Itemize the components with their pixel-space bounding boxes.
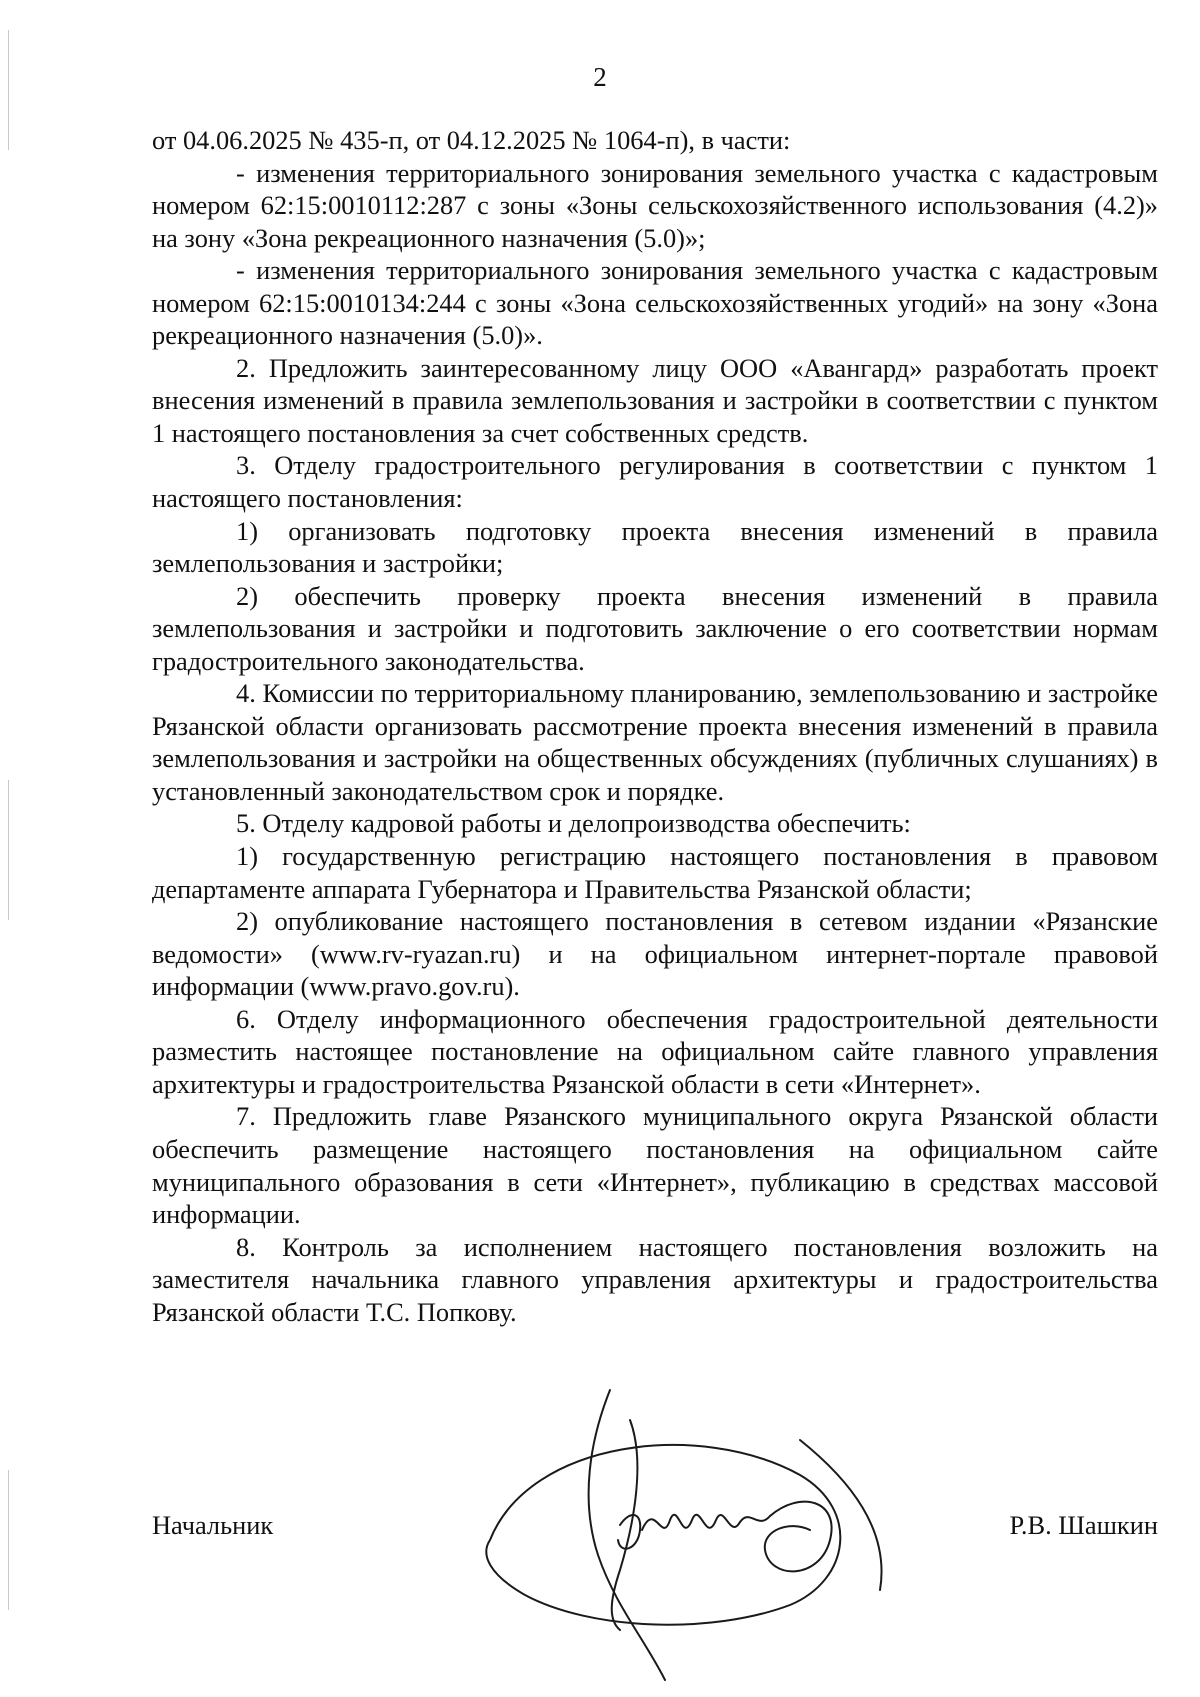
clause-5: 5. Отделу кадровой работы и делопроизводства обеспечить: (236, 808, 911, 839)
clause-2: 2. Предложить заинтересованному лицу ООО «Авангард» разработать проект внесения изменений в правила землепользования и застройки в соответствии с пунктом 1 настоящего постановления за счет собственных средств. (152, 352, 1158, 448)
signer-name: Р.В. Шашкин (1009, 1510, 1158, 1540)
clause-6: 6. Отделу информационного обеспечения градостроительной деятельности разместить настоящее постановление на официальном сайте главного управления архитектуры и градостроительства Рязанской области в сети «Интернет». (152, 1003, 1158, 1099)
paragraph-continuation: от 04.06.2025 № 435-п, от 04.12.2025 № 1064-п), в части: (152, 125, 791, 155)
scan-edge-mark-bottom (8, 1470, 9, 1610)
list-item-zoning-1: - изменения территориального зонирования земельного участка с кадастровым номером 62:15:0010112:287 с зоны «Зоны сельскохозяйственного использования (4.2)» на зону «Зона рекреационного назначения (5.0)»; (152, 157, 1158, 253)
clause-3-subitem-2: 2) обеспечить проверку проекта внесения изменений в правила землепользования и застройки и подготовить заключение о его соответствии нормам градостроительного законодательства. (152, 580, 1158, 676)
page-number: 2 (593, 62, 607, 92)
scan-edge-mark-middle (8, 780, 9, 920)
clause-8: 8. Контроль за исполнением настоящего постановления возложить на заместителя начальника главного управления архитектуры и градостроительства Рязанской области Т.С. Попкову. (152, 1231, 1158, 1327)
list-item-zoning-2: - изменения территориального зонирования земельного участка с кадастровым номером 62:15:0010134:244 с зоны «Зона сельскохозяйственных угодий» на зону «Зона рекреационного назначения (5.0)». (152, 255, 1158, 351)
document-body (152, 124, 1158, 1328)
signature-block (152, 1510, 1158, 1560)
clause-7: 7. Предложить главе Рязанского муниципального округа Рязанской области обеспечить размещение настоящего постановления на официальном сайте муниципального образования в сети «Интернет», публикацию в средствах массовой информации. (152, 1101, 1158, 1230)
clause-3: 3. Отделу градостроительного регулирования в соответствии с пунктом 1 настоящего постановления: (152, 450, 1158, 514)
clause-4: 4. Комиссии по территориальному планированию, землепользованию и застройке Рязанской области организовать рассмотрение проекта внесения изменений в правила землепользования и застройки на общественных обсуждениях (публичных слушаниях) в установленный законодательством срок и порядке. (152, 678, 1158, 806)
clause-5-subitem-1: 1) государственную регистрацию настоящего постановления в правовом департаменте аппарата Губернатора и Правительства Рязанской области; (152, 841, 1158, 904)
signer-position: Начальник (152, 1510, 274, 1540)
clause-3-subitem-1: 1) организовать подготовку проекта внесения изменений в правила землепользования и застройки; (152, 515, 1158, 579)
clause-5-subitem-2: 2) опубликование настоящего постановления в сетевом издании «Рязанские ведомости» (www.rv-ryazan.ru) и на официальном интернет-портале правовой информации (www.pravo.gov.ru). (152, 906, 1158, 1002)
